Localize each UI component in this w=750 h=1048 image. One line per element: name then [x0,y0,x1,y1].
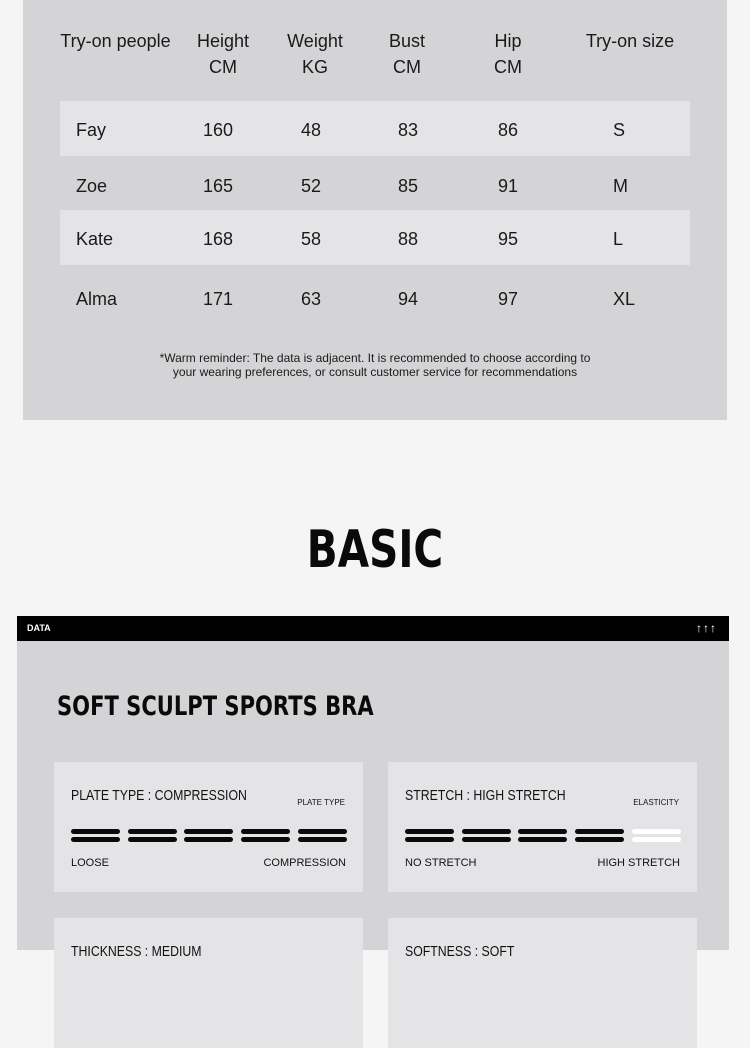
cell-hip: 91 [497,176,519,196]
cell-size: S [613,120,626,140]
level-segment [184,829,233,843]
level-bars [405,829,681,843]
level-segment [71,829,120,843]
cell-name: Zoe [76,176,108,196]
cell-weight: 48 [300,120,322,140]
cell-height: 171 [202,289,234,309]
product-data-panel [17,641,729,960]
header-try-on-people [53,28,178,54]
attribute-card-stretch [388,762,697,892]
arrow-up-icon: ↑↑↑ [696,621,717,635]
table-row [60,157,690,212]
cell-name: Fay [76,120,107,140]
header-hip [468,28,548,80]
cell-hip: 97 [497,289,519,309]
cell-size: XL [613,289,636,309]
header-label: Bust [388,31,426,51]
cell-height: 168 [202,229,234,249]
reminder-line: *Warm reminder: The data is adjacent. It is recommended to choose according to [159,351,591,365]
scale-max-label: HIGH STRETCH [597,857,680,869]
header-height [183,28,263,80]
card-title: THICKNESS : MEDIUM [71,943,202,960]
header-label: Height [196,31,250,51]
attribute-card-plate-type [54,762,363,892]
cell-name: Alma [76,289,118,309]
level-segment [632,829,681,843]
size-table-header [23,28,727,88]
cell-bust: 85 [397,176,419,196]
reminder-line: your wearing preferences, or consult customer service for recommendations [172,365,578,379]
header-label: Hip [494,31,522,51]
table-row [60,270,690,325]
level-segment [241,829,290,843]
header-label: Try-on size [585,31,675,51]
cell-hip: 86 [497,120,519,140]
level-segment [298,829,347,843]
header-bust [367,28,447,80]
header-unit: CM [494,57,522,77]
cell-weight: 52 [300,176,322,196]
level-segment [128,829,177,843]
header-label: Weight [287,31,343,51]
table-row [60,101,690,156]
cell-size: M [613,176,628,196]
cell-hip: 95 [497,229,519,249]
header-weight [275,28,355,80]
warm-reminder [23,351,727,379]
attribute-card-softness [388,918,697,1048]
card-title: PLATE TYPE : COMPRESSION [71,787,247,804]
card-tag: ELASTICITY [633,798,679,807]
size-table-panel [23,0,727,420]
header-label: Try-on people [60,31,171,51]
attribute-card-thickness [54,918,363,1048]
section-title: BASIC [306,520,444,580]
cell-name: Kate [76,229,114,249]
data-bar-label: DATA [27,623,51,633]
header-unit: CM [209,57,237,77]
card-title: SOFTNESS : SOFT [405,943,515,960]
cell-bust: 83 [397,120,419,140]
level-segment [518,829,567,843]
scale-min-label: NO STRETCH [405,857,477,869]
level-segment [462,829,511,843]
scale-max-label: COMPRESSION [263,857,346,869]
cell-weight: 63 [300,289,322,309]
cell-bust: 94 [397,289,419,309]
cell-size: L [613,229,624,249]
cell-height: 160 [202,120,234,140]
data-bar [17,616,729,641]
table-row [60,210,690,265]
product-title: SOFT SCULPT SPORTS BRA [57,691,374,722]
cell-bust: 88 [397,229,419,249]
scale-min-label: LOOSE [71,857,109,869]
header-unit: CM [393,57,421,77]
level-segment [405,829,454,843]
card-title: STRETCH : HIGH STRETCH [405,787,566,804]
header-try-on-size [575,28,685,54]
level-segment [575,829,624,843]
card-tag: PLATE TYPE [297,798,345,807]
cell-height: 165 [202,176,234,196]
level-bars [71,829,347,843]
header-unit: KG [301,57,328,77]
cell-weight: 58 [300,229,322,249]
